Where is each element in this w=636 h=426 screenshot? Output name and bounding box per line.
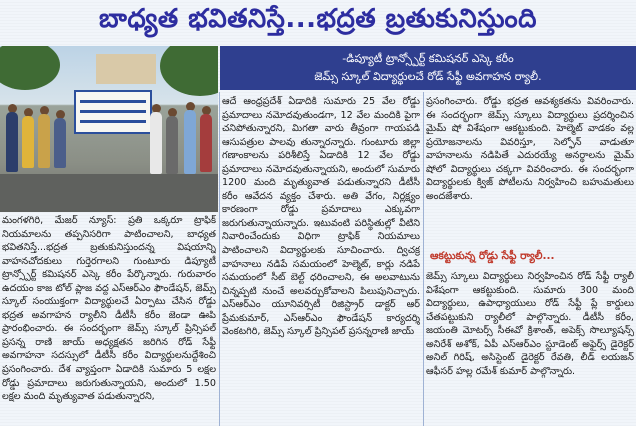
person xyxy=(6,112,18,172)
headline: బాధ్యత భవితనిస్తే...భద్రత బ్రతుకునిస్తుంది xyxy=(98,4,538,34)
road xyxy=(0,174,218,212)
tree xyxy=(0,46,60,90)
subheading-line-2: జెమ్స్ స్కూల్ విద్యార్థులచే రోడ్ సేఫ్టీ అవగాహన ర్యాలీ. xyxy=(314,70,542,83)
subheading-box xyxy=(220,46,636,90)
person xyxy=(54,118,66,168)
column-rule xyxy=(219,92,220,426)
article-text: జెమ్స్ స్కూలు విద్యార్థులు నిర్వహించిన రోడ్ సేఫ్టీ ర్యాలీ విశేషంగా ఆకట్టుకుంది. సుమారు 300 మంది విద్యార్థులు, ఉపాధ్యాయులు రోడ్ సేఫ్టీ ప్లే కార్డులు చేతపట్టుకుని ర్యాలీలో పాల్గొన్నారు. డీటీసీ కరీం, జయంతి మోటర్స్ సీఈవో క్రిశాంత్, అపెక్స్ సొల్యూషన్స్ అనిరేశ్ అశోక్, ఏపీ ఎస్ఆర్ఎం స్టూడెంట్ అఫైర్స్ డైరెక్టర్ అనిల్ గిరిష్, అసిస్టెంట్ డైరెక్టర్ రేవతి, లీడ్ లయజన్ ఆఫీసర్ హల్ల రమేశ్ కుమార్ పాల్గొన్నారు. xyxy=(426,271,634,377)
article-text: మంగళగిరి, మేజర్ న్యూస్: ప్రతి ఒక్కరూ ట్రాఫిక్ నియమాలను తప్పనిసరిగా పాటించాలని, బాధ్యత భవితనిస్తే...భద్రత బ్రతుకునిస్తుందన్న విషయాన్ని వాహనచోదకులు గుర్తెరగాలని గుంటూరు డిప్యూటీ ట్రాన్స్పోర్ట్ కమిషనర్ ఎస్కె కరీం పేర్కొన్నారు. గురువారం ఉదయం కాజ టోల్ ప్లాజ వద్ద ఎస్ఆర్ఎం ఫౌండేషన్, జెమ్స్ స్కూల్ సంయుక్తంగా విద్యార్థులచే ఏర్పాటు చేసిన రోడ్డు భద్రత అవగాహన ర్యాలీని డీటీసీ కరీం జెండా ఊపి ప్రారంభించారు. ఈ సందర్భంగా జెమ్స్ స్కూల్ ప్రిన్సిపల్ ప్రసన్న రాణి జాయ్ అధ్యక్షతన జరిగిన రోడ్ సేఫ్టీ అవగాహనా సదస్సులో డీటీసీ కరీం విద్యార్థులనుద్దేశించి ప్రసంగించారు. దేశ వ్యాప్తంగా ఏడాదికి సుమారు 5 లక్షల రోడ్డు ప్రమాదాలు జరుగుతున్నాయని, అందులో 1.50 లక్షల మంది మృత్యువాత పడుతున్నారని, xyxy=(2,215,216,403)
subheading-line-1: -డిప్యూటీ ట్రాన్స్పోర్ట్ కమిషనర్ ఎస్కె కరీం xyxy=(342,52,514,65)
person xyxy=(150,112,162,174)
safety-banner xyxy=(74,90,152,134)
person xyxy=(38,114,50,168)
person xyxy=(22,116,34,168)
section-subheading: ఆకట్టుకున్న రోడ్డు సేఫ్టీ ర్యాలీ... xyxy=(430,250,555,262)
article-column-3 xyxy=(426,95,634,244)
article-text: ప్రసంగించారు. రోడ్డు భద్రత ఆవశ్యకతను వివరించారు. ఈ సందర్భంగా జెమ్స్ స్కూలు విద్యార్థులు ప్రదర్శించిన మైమ్ షో విశేషంగా ఆకట్టుకుంది. హెల్మెట్ వాడకం వల్ల ప్రయోజనాలను వివరిస్తూ, సెల్ఫోన్ వాడుతూ వాహనాలను నడిపితే ఎదురయ్యే అనర్థాలను మైమ్ షోలో విద్యార్థులు చక్కగా వివరించారు. ఈ సందర్భంగా విద్యార్థులకు క్విజ్ పోటీలను నిర్వహించి బహుమతులు అందజేశారు. xyxy=(426,96,634,202)
article-column-2 xyxy=(222,95,420,426)
person xyxy=(200,114,212,172)
building xyxy=(96,54,156,84)
person xyxy=(166,116,178,174)
tree xyxy=(160,46,218,96)
rally-photo xyxy=(0,46,218,212)
article-column-3-continued xyxy=(426,270,634,426)
article-text: ఆదే ఆంధ్రప్రదేశ్ ఏడాదికి సుమారు 25 వేల రోడ్డు ప్రమాదాలు నమోదవుతుండగా, 12 వేల మందికి పైగా చనిపోతున్నారని, మిగతా వారు తీవ్రంగా గాయపడి ఆసుపత్రుల పాలవు తున్నారన్నారు. గుంటూరు జిల్లా గణాంకాలను పరిశీలిస్తే ఏడాదికి 12 వేల రోడ్డు ప్రమాదాలు నమోదవుతున్నాయని, అందులో సుమారు 1200 మంది మృత్యువాత పడుతున్నారని డీటీసీ కరీం ఆవేదన వ్యక్తం చేశారు. అతి వేగం, నిర్లక్ష్యం కారణంగా రోడ్డు ప్రమాదాలు ఎక్కువగా జరుగుతున్నాయన్నారు. ఇటువంటి పరిస్థితుల్లో వీటిని నివారించేందుకు విధిగా ట్రాఫిక్ నియమాలు పాటించాలని విద్యార్థులకు సూచించారు. ద్విచక్ర వాహనాలు నడిపే సమయంలో హెల్మెట్, కార్లు నడిపే సమయంలో సీట్ బెల్ట్ ధరించాలని, ఈ అలవాటును చిన్నప్పటి నుంచే అలవర్చుకోవాలని పిలుపునిచ్చారు. ఎస్ఆర్ఎం యూనివర్సిటీ రిజిస్ట్రార్ డాక్టర్ ఆర్ ప్రేమకుమార్, ఎస్ఆర్ఎం ఫౌండేషన్ కార్యదర్శి వెంకటగిరి, జెమ్స్ స్కూల్ ప్రిన్సిపల్ ప్రసన్నరాణి జాయ్ xyxy=(222,96,420,338)
person xyxy=(184,110,196,174)
article-column-1 xyxy=(2,214,216,426)
column-rule xyxy=(423,92,424,426)
